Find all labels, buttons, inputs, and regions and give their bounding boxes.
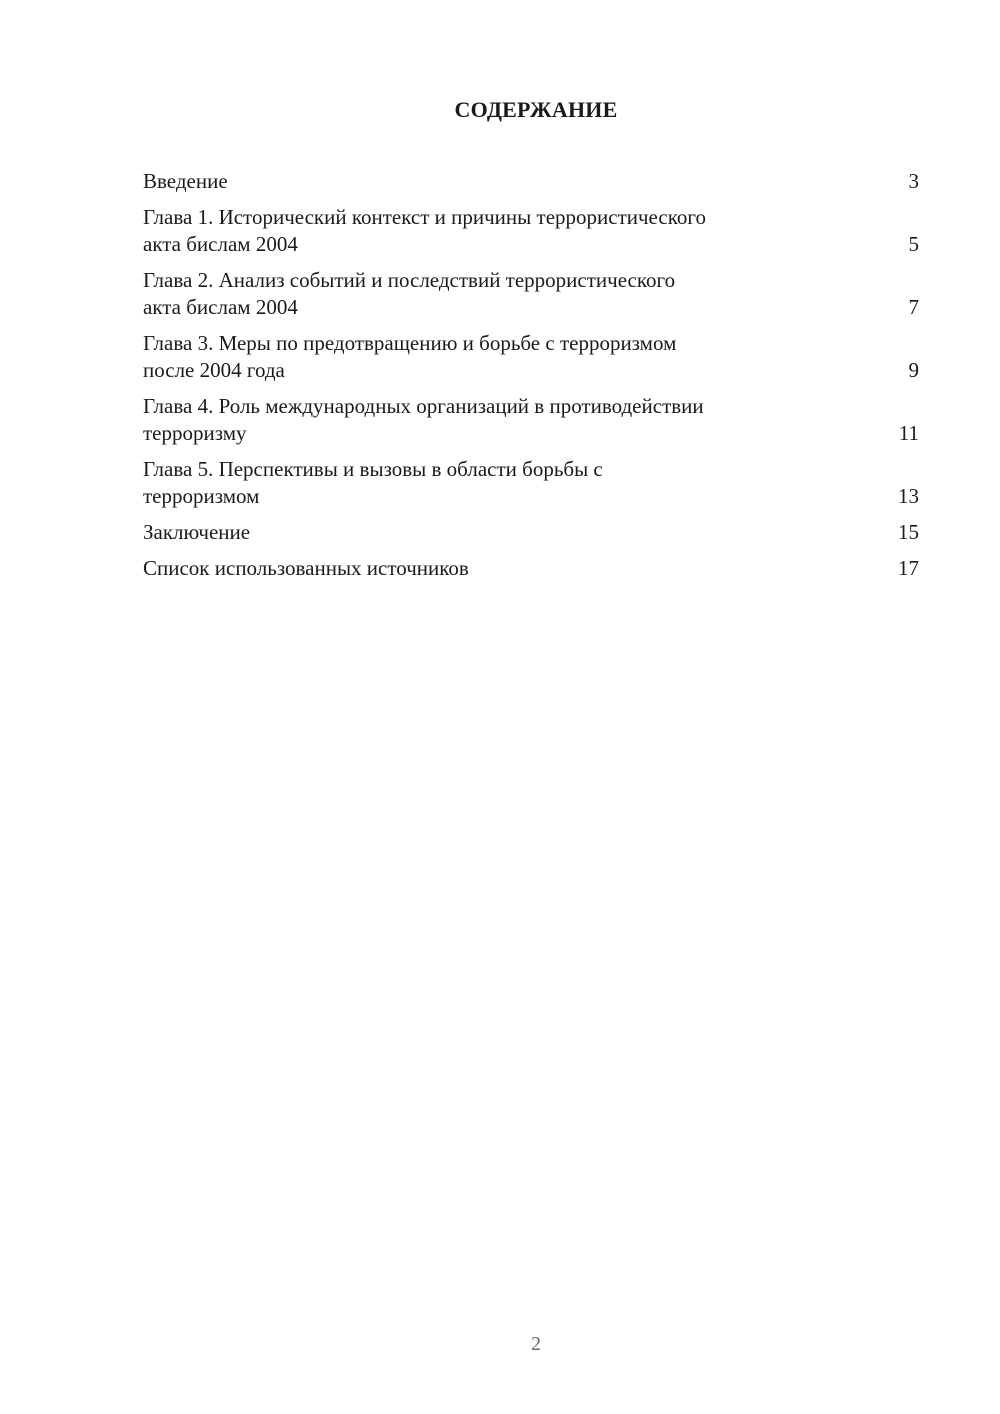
toc-entry-chapter-1: [143, 204, 919, 258]
toc-entry-line: Список использованных источников: [143, 556, 469, 580]
toc-entry-text: [143, 267, 675, 321]
toc-entry-text: [143, 204, 706, 258]
toc-entry-text: [143, 519, 250, 546]
toc-entry-introduction: [143, 168, 919, 195]
page-footer-number: 2: [531, 1333, 541, 1355]
toc-page-number: 9: [908, 358, 919, 382]
toc-entry-chapter-4: [143, 393, 919, 447]
toc-page-number: 17: [898, 556, 919, 580]
toc-entry-text: [143, 168, 228, 195]
toc-page-number: 11: [898, 421, 919, 445]
toc-entry-text: [143, 456, 603, 510]
toc-page-number: 13: [898, 484, 919, 508]
toc-entry-line: после 2004 года: [143, 358, 285, 382]
toc-page-number: 5: [908, 232, 919, 256]
toc-entry-line: терроризмом: [143, 484, 260, 508]
toc-entry-line: Глава 5. Перспективы и вызовы в области борьбы с: [143, 457, 603, 481]
toc-entry-text: [143, 393, 704, 447]
toc-entry-line: Глава 4. Роль международных организаций в противодействии: [143, 394, 704, 418]
toc-entry-line: Глава 3. Меры по предотвращению и борьбе с терроризмом: [143, 331, 677, 355]
toc-page-number: 7: [908, 295, 919, 319]
toc-entry-text: [143, 555, 469, 582]
toc-entry-line: Глава 1. Исторический контекст и причины террористического: [143, 205, 706, 229]
toc-entry-line: терроризму: [143, 421, 247, 445]
toc-entry-line: Введение: [143, 169, 228, 193]
toc-entry-chapter-5: [143, 456, 919, 510]
toc-entry-text: [143, 330, 676, 384]
toc-page-number: 3: [908, 169, 919, 193]
toc-entry-line: Глава 2. Анализ событий и последствий террористического: [143, 268, 676, 292]
toc-entry-line: акта бислам 2004: [143, 232, 298, 256]
page-title: СОДЕРЖАНИЕ: [454, 97, 618, 122]
table-of-contents: [143, 168, 919, 591]
toc-entry-references: [143, 555, 919, 582]
toc-entry-conclusion: [143, 519, 919, 546]
toc-entry-line: Заключение: [143, 520, 251, 544]
toc-entry-line: акта бислам 2004: [143, 295, 298, 319]
toc-entry-chapter-3: [143, 330, 919, 384]
toc-page-number: 15: [898, 520, 919, 544]
toc-entry-chapter-2: [143, 267, 919, 321]
